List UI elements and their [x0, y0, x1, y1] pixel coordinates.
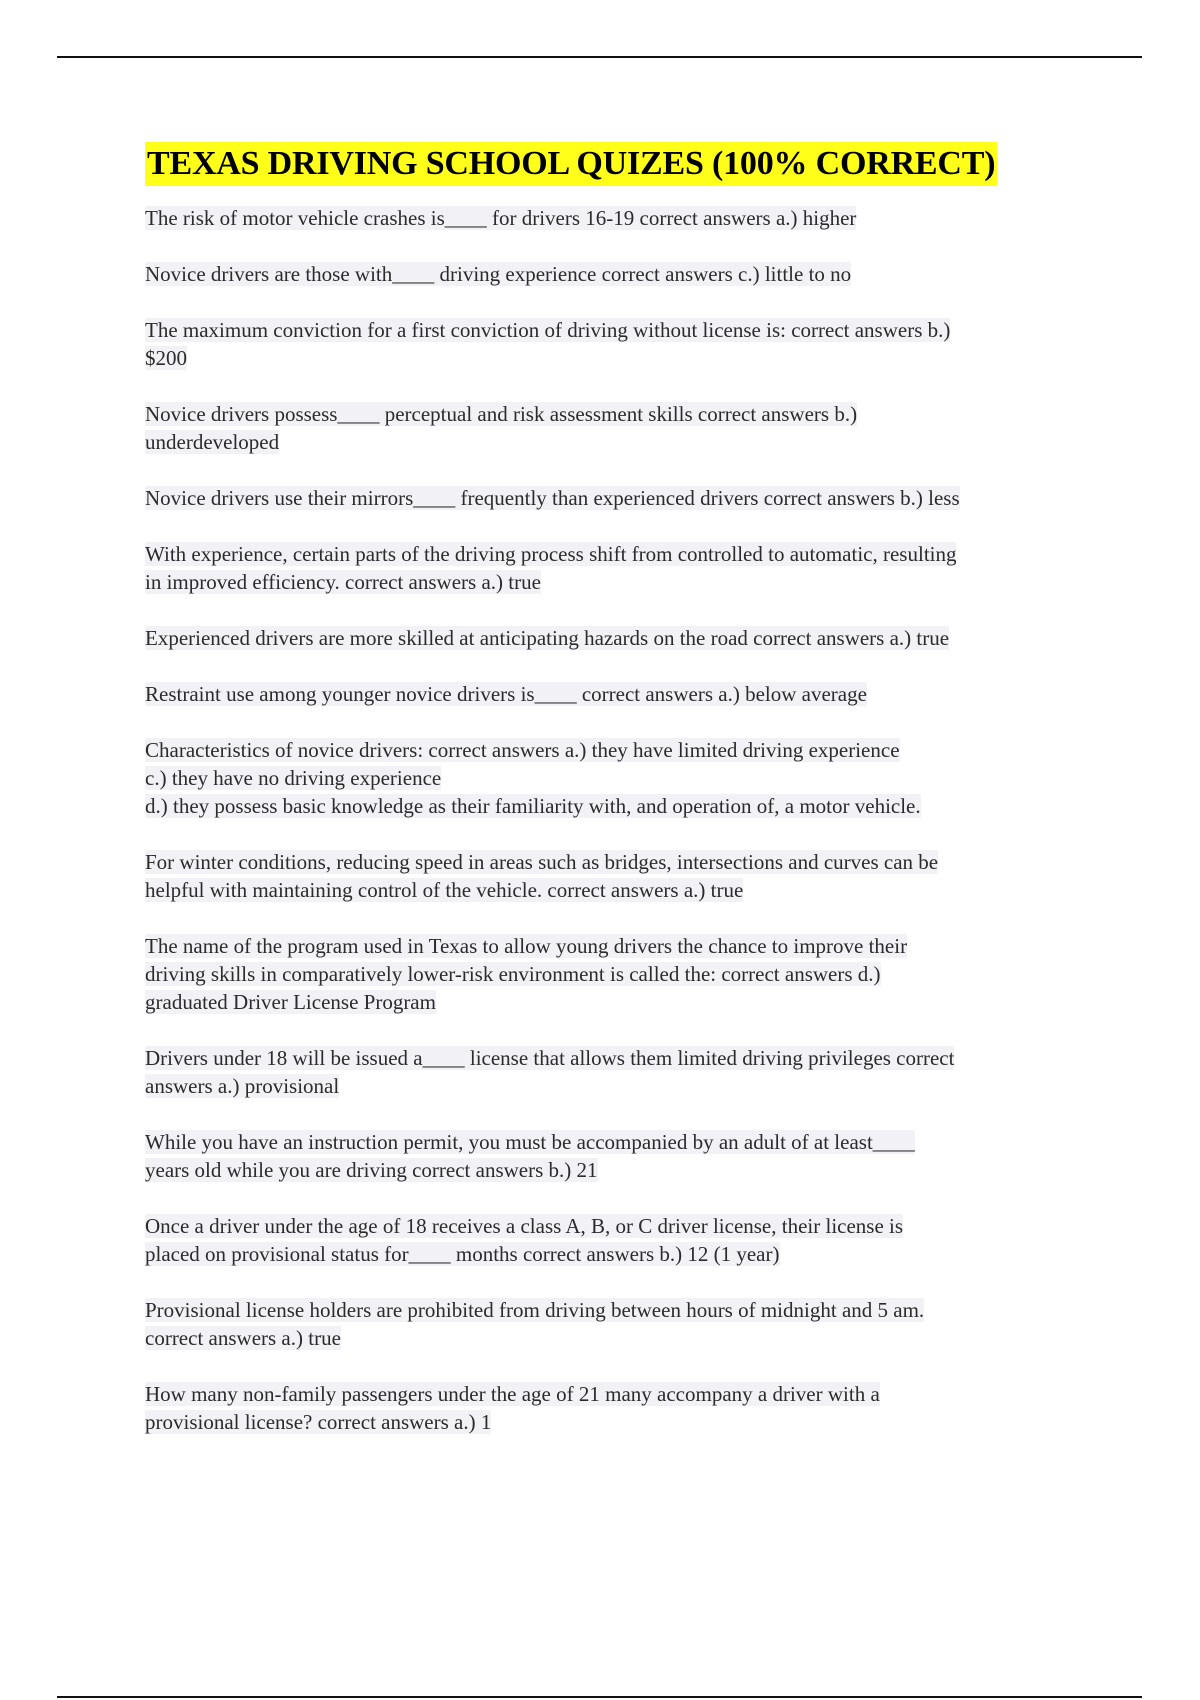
question-text: The risk of motor vehicle crashes is____ for drivers 16-19 correct answers a.) higher — [145, 206, 857, 230]
top-rule — [57, 56, 1142, 58]
question-item — [145, 204, 1095, 232]
question-text: Once a driver under the age of 18 receives a class A, B, or C driver license, their license is placed on provisional status for____ months correct answers b.) 12 (1 year) — [145, 1214, 904, 1266]
question-text: For winter conditions, reducing speed in areas such as bridges, intersections and curves can be helpful with maintaining control of the vehicle. correct answers a.) true — [145, 850, 939, 902]
question-text: Restraint use among younger novice drivers is____ correct answers a.) below average — [145, 682, 867, 706]
question-text: Novice drivers are those with____ driving experience correct answers c.) little to no — [145, 262, 852, 286]
bottom-rule — [57, 1696, 1142, 1698]
question-text: The name of the program used in Texas to allow young drivers the chance to improve their driving skills in comparatively lower-risk environment is called the: correct answers d.) graduated Driver License Program — [145, 934, 908, 1014]
question-item — [145, 400, 1095, 456]
question-text: Characteristics of novice drivers: correct answers a.) they have limited driving experience c.) they have no driving experience d.) they possess basic knowledge as their familiarity with, and operation of, a motor vehicle. — [145, 738, 921, 818]
question-item — [145, 1044, 1095, 1100]
question-item — [145, 932, 1095, 1016]
question-text: The maximum conviction for a first conviction of driving without license is: correct answers b.) $200 — [145, 318, 951, 370]
question-text: Drivers under 18 will be issued a____ license that allows them limited driving privileges correct answers a.) provisional — [145, 1046, 955, 1098]
title-block — [145, 142, 1095, 186]
question-text: With experience, certain parts of the driving process shift from controlled to automatic, resulting in improved efficiency. correct answers a.) true — [145, 542, 957, 594]
question-item — [145, 1212, 1095, 1268]
question-text: Experienced drivers are more skilled at anticipating hazards on the road correct answers a.) true — [145, 626, 950, 650]
document-body — [145, 142, 1095, 1464]
question-item — [145, 624, 1095, 652]
question-text: Provisional license holders are prohibited from driving between hours of midnight and 5 am. correct answers a.) true — [145, 1298, 925, 1350]
question-item — [145, 680, 1095, 708]
question-text: While you have an instruction permit, you must be accompanied by an adult of at least____ years old while you are driving correct answers b.) 21 — [145, 1130, 915, 1182]
question-text: Novice drivers possess____ perceptual and risk assessment skills correct answers b.) underdeveloped — [145, 402, 858, 454]
question-item — [145, 540, 1095, 596]
question-item — [145, 848, 1095, 904]
question-item — [145, 260, 1095, 288]
question-list — [145, 204, 1095, 1436]
question-item — [145, 484, 1095, 512]
question-item — [145, 316, 1095, 372]
question-text: Novice drivers use their mirrors____ frequently than experienced drivers correct answers b.) less — [145, 486, 960, 510]
question-item — [145, 1128, 1095, 1184]
question-item — [145, 1380, 1095, 1436]
question-item — [145, 1296, 1095, 1352]
question-item — [145, 736, 1095, 820]
question-text: How many non-family passengers under the age of 21 many accompany a driver with a provisional license? correct answers a.) 1 — [145, 1382, 880, 1434]
document-title: TEXAS DRIVING SCHOOL QUIZES (100% CORRECT) — [145, 142, 997, 186]
